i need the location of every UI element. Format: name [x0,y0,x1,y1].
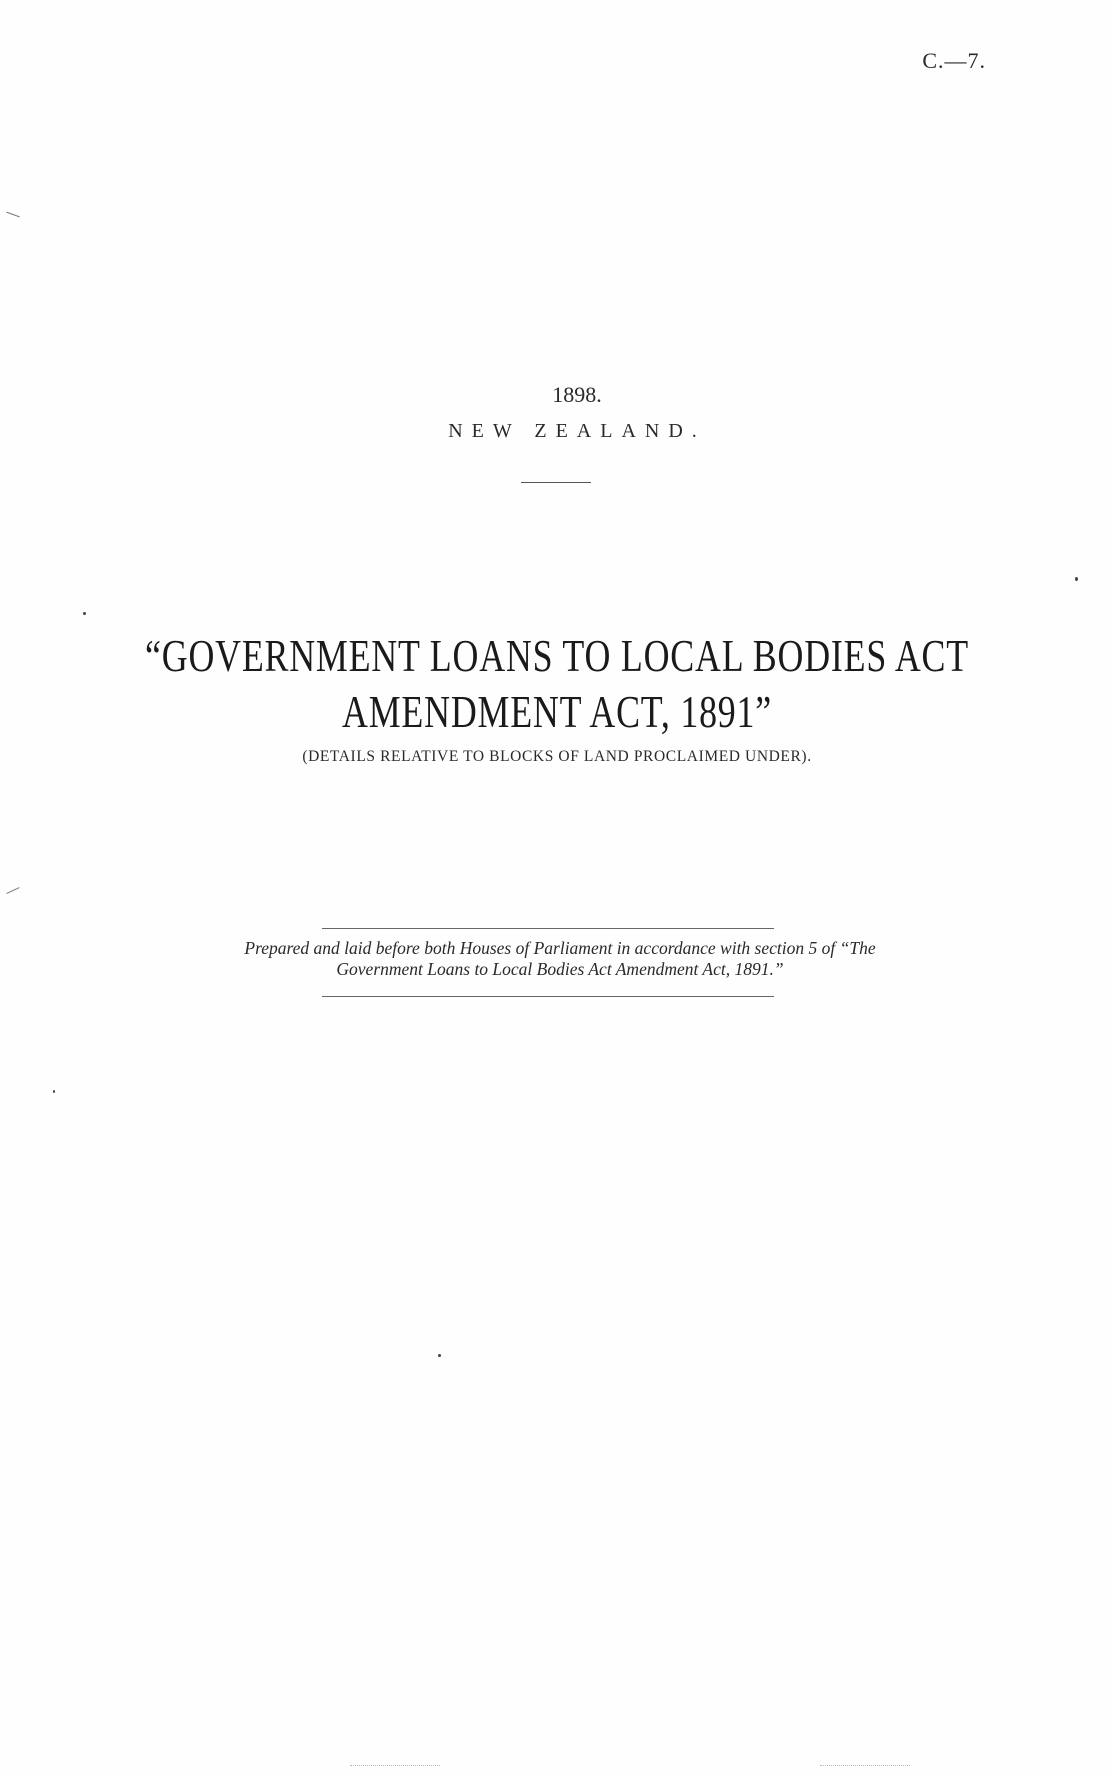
title-line-1: “GOVERNMENT LOANS TO LOCAL BODIES ACT [145,630,969,681]
scan-speck [438,1354,441,1357]
prepared-statement [130,938,990,980]
document-title [123,628,992,740]
title-line-2: AMENDMENT ACT, 1891” [342,686,772,737]
scan-speck [83,612,86,615]
document-subtitle: (DETAILS RELATIVE TO BLOCKS OF LAND PROCLAIMED UNDER). [302,748,812,765]
scan-faint-line [350,1765,440,1766]
scan-faint-line [820,1765,910,1766]
document-year: 1898. [552,382,602,407]
prepared-top-rule [322,928,774,929]
paper-reference: C.—7. [922,48,986,73]
scan-mark [6,887,19,894]
scan-speck [53,1090,55,1093]
prepared-line-2: Government Loans to Local Bodies Act Amendment Act, 1891.” [336,959,784,979]
prepared-line-1: Prepared and laid before both Houses of Parliament in accordance with section 5 of “The [244,938,876,958]
prepared-bottom-rule [322,996,774,997]
country-heading: NEW ZEALAND. [448,420,706,442]
scan-mark [6,212,19,218]
scan-speck [1075,577,1078,581]
heading-divider [521,482,591,483]
